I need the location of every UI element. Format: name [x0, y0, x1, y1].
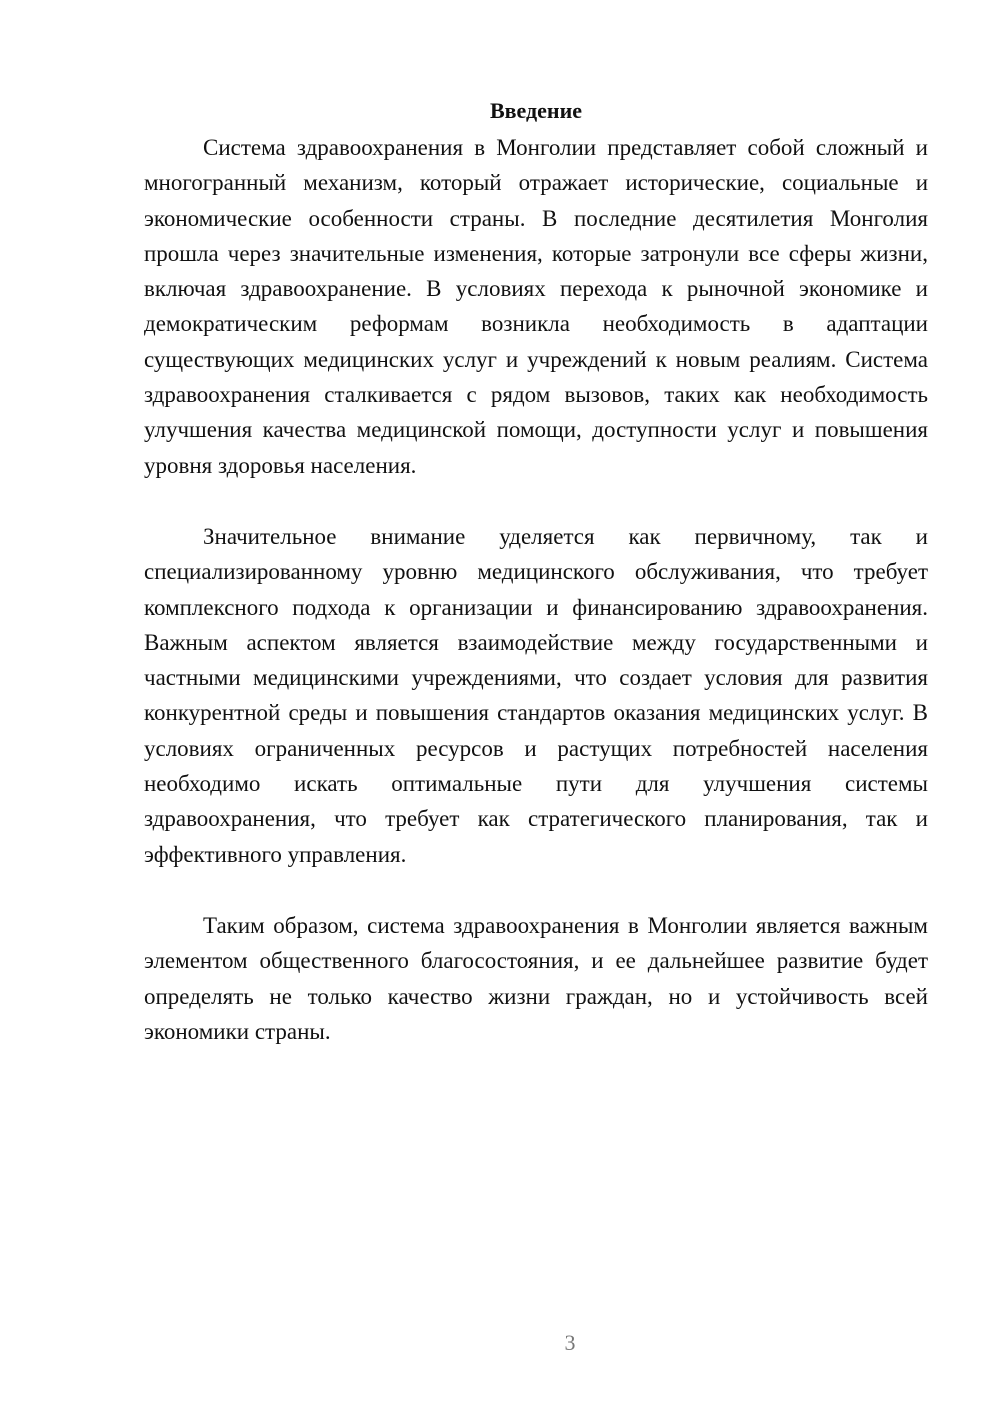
- paragraph-2: Значительное внимание уделяется как первичному, так и специализированному уровню медицинского обслуживания, что требует комплексного подхода к организации и финансированию здравоохранения. Важным аспектом является взаимодействие между государственными и частными медицинскими учреждениями, что создает условия для развития конкурентной среды и повышения стандартов оказания медицинских услуг. В условиях ограниченных ресурсов и растущих потребностей населения необходимо искать оптимальные пути для улучшения системы здравоохранения, что требует как стратегического планирования, так и эффективного управления.: [144, 523, 928, 867]
- page-content: [144, 92, 928, 1049]
- page-number: 3: [564, 1330, 576, 1355]
- paragraph-3: Таким образом, система здравоохранения в Монголии является важным элементом общественного благосостояния, и ее дальнейшее развитие будет определять не только качество жизни граждан, но и устойчивость всей экономики страны.: [144, 912, 928, 1044]
- section-title: Введение: [489, 98, 583, 123]
- paragraph-1: Система здравоохранения в Монголии представляет собой сложный и многогранный механизм, который отражает исторические, социальные и экономические особенности страны. В последние десятилетия Монголия прошла через значительные изменения, которые затронули все сферы жизни, включая здравоохранение. В условиях перехода к рыночной экономике и демократическим реформам возникла необходимость в адаптации существующих медицинских услуг и учреждений к новым реалиям. Система здравоохранения сталкивается с рядом вызовов, таких как необходимость улучшения качества медицинской помощи, доступности услуг и повышения уровня здоровья населения.: [144, 135, 928, 478]
